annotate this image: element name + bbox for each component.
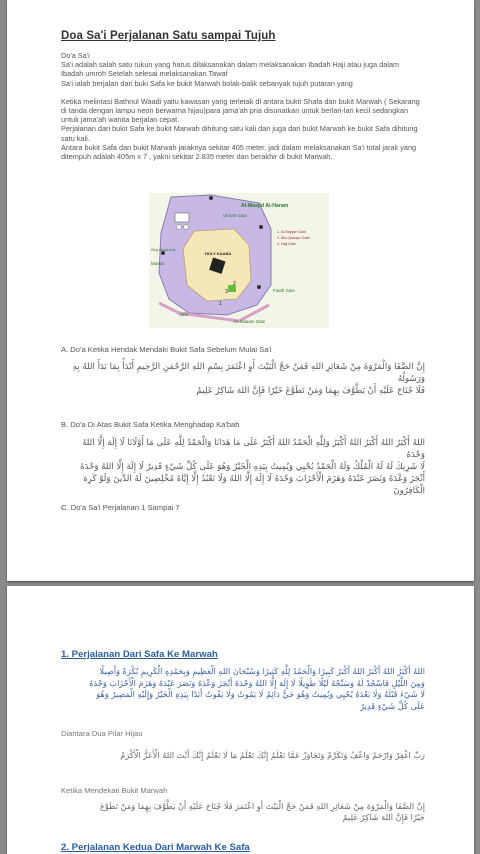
map-building xyxy=(175,213,189,222)
section-b-arabic xyxy=(61,437,425,497)
marwa-label: Marwa xyxy=(151,261,165,266)
arabic-line: اللهُ أَكْبَرُ اللهُ أَكْبَرُ اللهُ أَكْبَرُ كَبِيرًا وَالْحَمْدُ لِلَّهِ كَثِيرًا وَسُبْحَانَ اللهِ الْعَظِيمِ وَبِحَمْدِهِ الْكَرِيمِ بُكْرَةً وَأَصِيلًا xyxy=(99,666,425,676)
map-dome xyxy=(184,225,189,230)
legend-item: 2. Abu-Qubays Gate xyxy=(277,236,310,240)
umrah-gate-label: Umrah Gate xyxy=(223,213,247,218)
approach-marwah-arabic xyxy=(61,801,425,823)
green-pillars-subtitle: Diantara Dua Pilar Hijau xyxy=(61,729,143,738)
intro-paragraph: Sa'i ialah berjalan dari buki Safa ke bukit Marwah bolak-balik sebanyak tujuh putaran yang xyxy=(61,78,353,88)
arabic-line: لَا شَرِيكَ لَهُ لَهُ الْمُلْكُ وَلَهُ الْحَمْدُ يُحْيِي وَيُمِيتُ بِيَدِهِ الْخَيْرُ وَهُوَ عَلَى كُلِّ شَيْءٍ قَدِيرٌ لَا إِلَهَ إِلَّا اللهُ وَحْدَهُ xyxy=(80,462,425,472)
description-paragraph: Ketika melintasi Bathnul Waadi yaitu kawasan yang terletak di antara bukit Shafa dan bukit Marwah ( Sekarang di tanda dengan lampu neon berwarna hijau)para jama'ah pria disunatkan untuk berlari-lari kecil sedangkan untuk jama'ah wanita berjalan cepat. xyxy=(61,96,420,125)
approach-marwah-subtitle: Ketika Mendekati Bukit Marwah xyxy=(61,786,168,795)
document-page-2 xyxy=(7,586,474,854)
arabic-line: فَلَا جُنَاحَ عَلَيْهِ أَنْ يَطَّوَّفَ بِهِمَا وَمَنْ تَطَوَّعَ خَيْرًا فَإِنَّ اللهَ شَاكِرٌ عَلِيمٌ xyxy=(196,386,425,396)
assalam-gate-label: As-Salaam Gate xyxy=(233,319,266,324)
legend-item: 3. Hajj Gate xyxy=(277,242,296,246)
minaret xyxy=(257,285,261,289)
arabic-line: لَا شَيْءَ قَبْلَهُ وَلَا بَعْدَهُ يُحْيِي وَيُمِيتُ وَهُوَ حَيٌّ دَائِمٌ لَا يَمُوتُ وَلَا يَفُوتُ أَبَدًا بِيَدِهِ الْخَيْرُ وَإِلَيْهِ الْمَصِيرُ وَهُوَ xyxy=(96,689,425,699)
intro-heading: Do'a Sa'i xyxy=(61,51,90,60)
map-title: Al-Masjid Al-Haram xyxy=(241,203,289,209)
kaaba-label: HOLY KAABA xyxy=(205,251,232,256)
page-1-content xyxy=(61,30,421,161)
description-paragraph: Antara bukit Safa dan bukit Marwah jaraknya sekitar 405 meter, jadi dalam melaksanakan Sa'i total jarak yang ditempuh adalah 405m x 7 , yakni sekitar 2.835 meter dan berakhir di bukit Marwah. xyxy=(61,142,417,162)
journey-1-heading: 1. Perjalanan Dari Safa Ke Marwah xyxy=(61,649,218,660)
green-pillars-arabic: رَبِّ اغْفِرْ وَارْحَمْ وَاعْفُ وَتَكَرَّمْ وَتَجَاوَزْ عَمَّا تَعْلَمُ إِنَّكَ تَعْلَمُ مَا لَا نَعْلَمُ إِنَّكَ أَنْتَ اللهُ الْأَعَزُّ الْأَكْرَمُ xyxy=(120,750,425,760)
king-gate-label: King Abdul Aziz xyxy=(151,248,176,252)
arabic-line: الْكَافِرُونَ xyxy=(393,486,425,496)
section-a-heading: A. Do'a Ketika Hendak Mendaki Bukit Safa Sebelum Mulai Sa'i xyxy=(61,345,272,354)
journey-2-heading: 2. Perjalanan Kedua Dari Marwah Ke Safa xyxy=(61,842,250,853)
section-b-heading: B. Do'a Di Atas Bukit Safa Ketika Menghadap Ka'bah xyxy=(61,420,240,429)
masjid-al-haram-map xyxy=(149,193,329,328)
arabic-line: إِنَّ الصَّفَا وَالْمَرْوَةَ مِنْ شَعَائِرِ اللهِ فَمَنْ حَجَّ الْبَيْتَ أَوِ اعْتَمَرَ فَلَا جُنَاحَ عَلَيْهِ أَنْ يَطَّوَّفَ بِهِمَا وَمَنْ تَطَوَّعَ xyxy=(99,801,425,811)
journey-1-arabic xyxy=(61,666,425,712)
fatah-gate-label: Fatah Gate xyxy=(273,288,295,293)
map-number: 3 xyxy=(225,289,228,295)
arabic-line: وَمِنَ اللَّيْلِ فَاسْجُدْ لَهُ وَسَبِّحْهُ لَيْلًا طَوِيلًا لَا إِلَهَ إِلَّا اللهُ وَحْدَهُ أَنْجَزَ وَعْدَهُ وَنَصَرَ عَبْدَهُ وَهَزَمَ الْأَحْزَابَ وَحْدَهُ xyxy=(89,677,425,688)
section-a-arabic xyxy=(61,361,425,397)
map-number: 1 xyxy=(219,301,222,307)
description-paragraph: Perjalanan dari bukit Safa ke bukit Marwah dihitung satu kali dan juga dari bukit Marwah ke bukit Safa dihitung satu kali. xyxy=(61,124,418,143)
minaret xyxy=(209,196,213,200)
intro-paragraph: Sa'i adalah salah satu rukun yang harus dilaksanakan dalam melaksanakan Ibadah Haji atau juga dalam Ibadah umroh Setelah selesai melaksanakan Tawaf xyxy=(61,60,400,79)
arabic-line: عَلَى كُلِّ شَيْءٍ قَدِيرٌ xyxy=(360,700,425,711)
arabic-line: إِنَّ الصَّفَا وَالْمَرْوَةَ مِنْ شَعَائِرِ اللهِ فَمَنْ حَجَّ الْبَيْتَ أَوِ اعْتَمَرَ بِسْمِ اللهِ الرَّحْمَنِ الرَّحِيمِ أَبْدَأُ بِمَا بَدَأَ اللهُ بِهِ وَرَسُولُهُ xyxy=(72,362,425,384)
arabic-line: أَنْجَزَ وَعْدَهُ وَنَصَرَ عَبْدَهُ وَهَزَمَ الْأَحْزَابَ وَحْدَهُ لَا إِلَهَ إِلَّا اللهُ وَلَا نَعْبُدُ إِلَّا إِيَّاهُ مُخْلِصِينَ لَهُ الدِّينَ وَلَوْ كَرِهَ xyxy=(83,474,425,484)
arabic-line: اللهُ أَكْبَرُ اللهُ أَكْبَرُ اللهُ أَكْبَرُ وَلِلَّهِ الْحَمْدُ اللهُ أَكْبَرُ عَلَى مَا هَدَانَا وَالْحَمْدُ لِلَّهِ عَلَى مَا أَوْلَانَا لَا إِلَهَ إِلَّا اللهُ وَحْدَهُ xyxy=(82,438,425,460)
document-page-1 xyxy=(7,0,474,581)
arabic-line: خَيْرًا فَإِنَّ اللهَ شَاكِرٌ عَلِيمٌ xyxy=(342,812,425,822)
map-number: 2 xyxy=(233,281,236,287)
legend-item: 1. Al-Rayyan Gate xyxy=(277,230,307,234)
section-c-heading: C. Do'a Sa'i Perjalanan 1 Sampai 7 xyxy=(61,503,180,512)
document-title: Doa Sa'i Perjalanan Satu sampai Tujuh xyxy=(61,30,276,42)
safa-label: Safa xyxy=(179,312,189,317)
minaret xyxy=(259,225,263,229)
map-dome xyxy=(177,225,182,230)
